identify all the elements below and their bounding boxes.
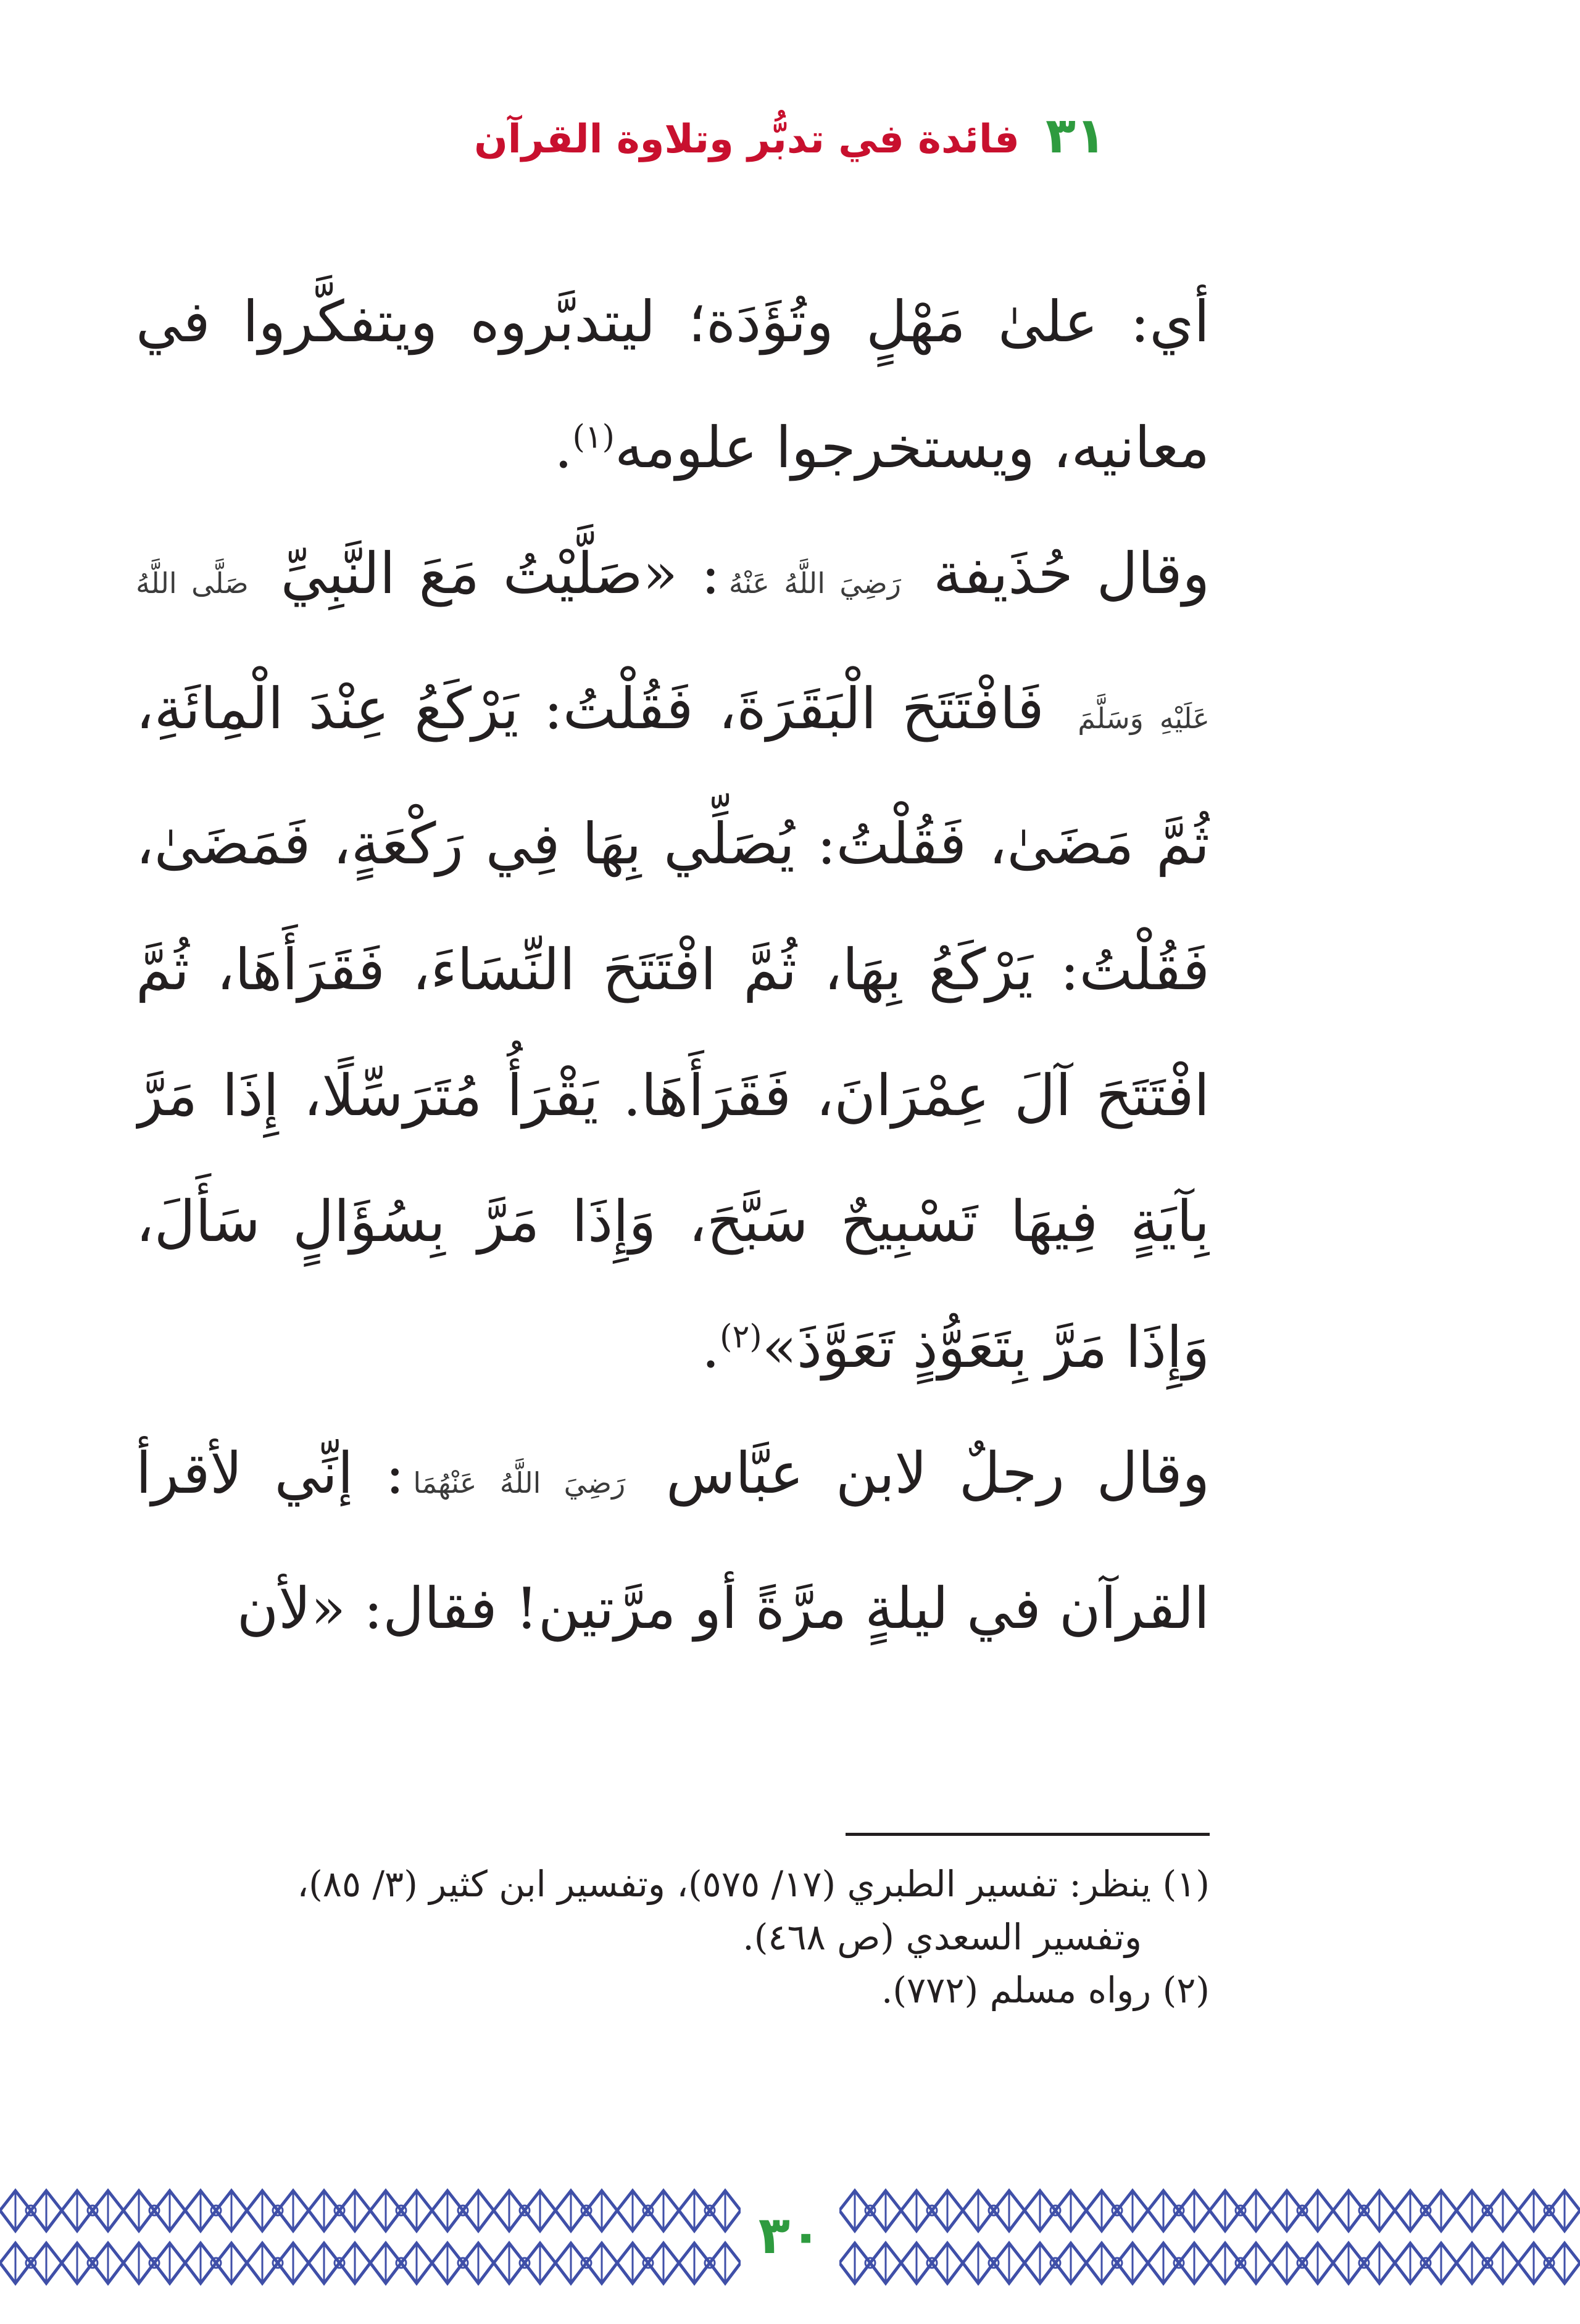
decorative-border-left bbox=[0, 2185, 741, 2289]
paragraph-2-end: . bbox=[701, 1314, 720, 1380]
page-header bbox=[0, 105, 1580, 170]
paragraph-1-text: أي: علىٰ مَهْلٍ وتُؤَدَة؛ ليتدبَّروه ويتفكَّروا في معانيه، ويستخرجوا علومه bbox=[136, 289, 1210, 481]
footnote-ref-2[interactable]: (٢) bbox=[720, 1318, 762, 1356]
paragraph-3 bbox=[136, 1411, 1210, 1672]
paragraph-1 bbox=[136, 259, 1210, 511]
paragraph-3-text: : إنِّي لأقرأ القرآن في ليلةٍ مرَّةً أو مرَّتين! فقال: «لأن bbox=[136, 1440, 1210, 1641]
paragraph-1-end: . bbox=[554, 415, 573, 481]
paragraph-2-opening: وقال حُذَيفة bbox=[933, 541, 1210, 607]
page-number: ٣٠ bbox=[758, 2205, 822, 2265]
footnote-1-line-2: وتفسير السعدي (ص ٤٦٨). bbox=[742, 1916, 1142, 1958]
paragraph-2 bbox=[136, 511, 1210, 1411]
footnotes bbox=[136, 1857, 1210, 2017]
paragraph-2-quote-start: : «صَلَّيْتُ مَعَ النَّبِيِّ bbox=[280, 541, 720, 607]
honorific-salallahu-alayhi-wasallam: صَلَّى اللَّهُ عَلَيْهِ وَسَلَّمَ bbox=[136, 566, 1210, 735]
footnote-divider bbox=[846, 1833, 1210, 1836]
paragraph-3-opening: وقال رجلٌ لابن عبَّاس bbox=[666, 1440, 1210, 1506]
footnote-ref-1[interactable]: (١) bbox=[572, 418, 615, 456]
decorative-border-right bbox=[839, 2185, 1580, 2289]
honorific-radiyallahu-anhu: رَضِيَ اللَّهُ عَنْهُ bbox=[728, 566, 902, 600]
paragraph-2-quote: فَافْتَتَحَ الْبَقَرَةَ، فَقُلْتُ: يَرْكَعُ عِنْدَ الْمِائَةِ، ثُمَّ مَضَىٰ، فَقُلْتُ: يُصَلِّي بِهَا فِي رَكْعَةٍ، فَمَضَىٰ، فَقُلْتُ: يَرْكَعُ بِهَا، ثُمَّ افْتَتَحَ النِّسَاءَ، فَقَرَأَهَا، ثُمَّ افْتَتَحَ آلَ عِمْرَانَ، فَقَرَأَهَا. يَقْرَأُ مُتَرَسِّلًا، إِذَا مَرَّ بِآيَةٍ فِيهَا تَسْبِيحٌ سَبَّحَ، وَإِذَا مَرَّ بِسُؤَالٍ سَأَلَ، وَإِذَا مَرَّ بِتَعَوُّذٍ تَعَوَّذَ» bbox=[136, 676, 1210, 1380]
footnote-2: (٢) رواه مسلم (٧٧٢). bbox=[881, 1969, 1210, 2011]
footnote-1-line-1: (١) ينظر: تفسير الطبري (١٧/ ٥٧٥)، وتفسير ابن كثير (٣/ ٨٥)، bbox=[297, 1863, 1210, 1905]
header-number: ٣١ bbox=[1046, 107, 1106, 164]
header-title: فائدة في تدبُّر وتلاوة القرآن bbox=[474, 117, 1020, 162]
honorific-radiyallahu-anhuma: رَضِيَ اللَّهُ عَنْهُمَا bbox=[413, 1466, 626, 1500]
main-text bbox=[136, 259, 1210, 1753]
